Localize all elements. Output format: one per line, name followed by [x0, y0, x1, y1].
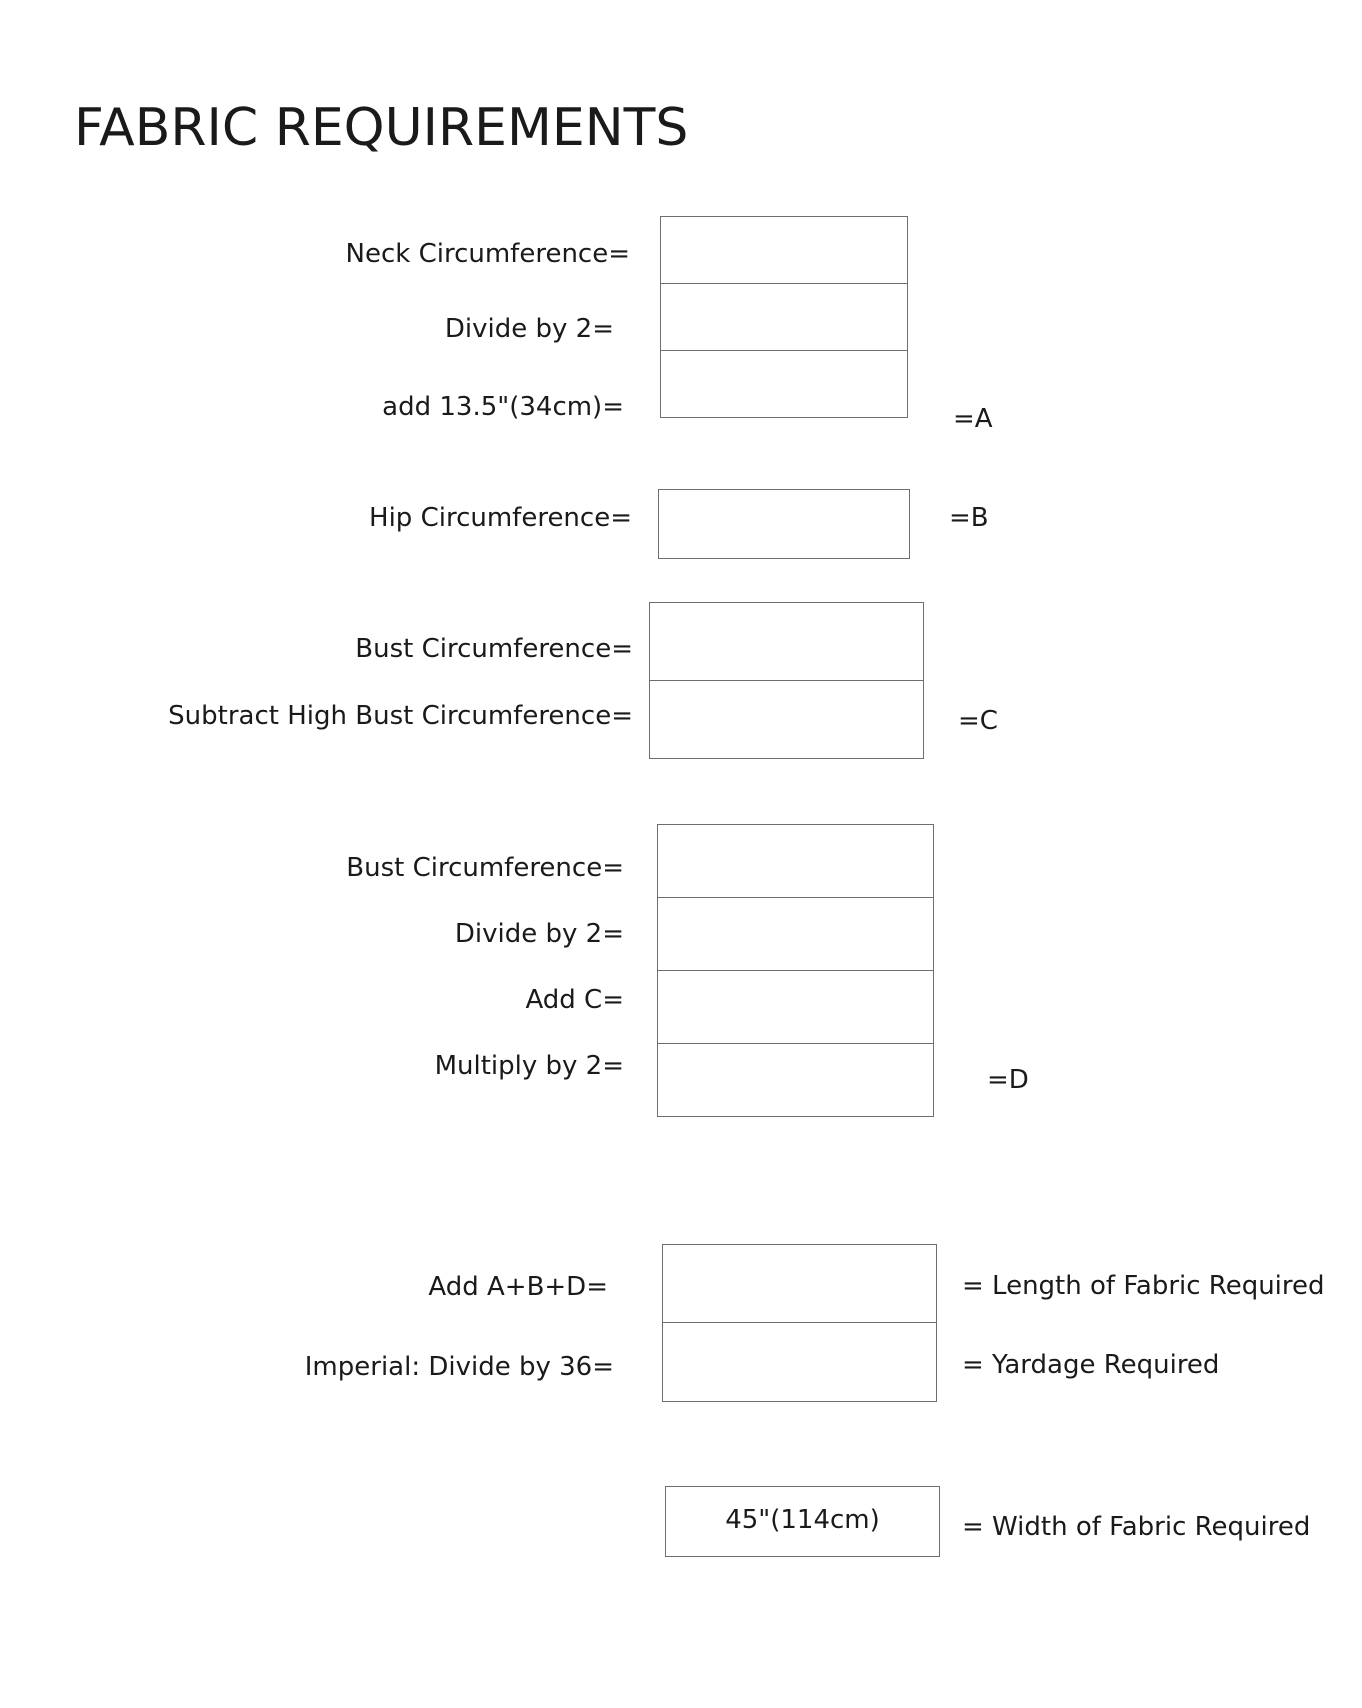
row-divider	[658, 970, 933, 971]
result-c-label: =C	[958, 706, 998, 736]
bust-circumference-label-d: Bust Circumference=	[346, 853, 624, 883]
result-b-label: =B	[949, 503, 989, 533]
hip-circumference-label: Hip Circumference=	[369, 503, 632, 533]
row-divider	[658, 897, 933, 898]
hip-circumference-input[interactable]	[658, 489, 910, 559]
divide-by-2-label-d: Divide by 2=	[454, 919, 624, 949]
length-required-label: = Length of Fabric Required	[962, 1271, 1325, 1301]
add-13-5-label: add 13.5"(34cm)=	[382, 392, 624, 422]
section-c-input-box[interactable]	[649, 602, 924, 759]
multiply-by-2-label: Multiply by 2=	[434, 1051, 624, 1081]
divide-by-2-label: Divide by 2=	[444, 314, 614, 344]
add-abd-label: Add A+B+D=	[428, 1272, 608, 1302]
fabric-width-box[interactable]	[665, 1486, 940, 1557]
row-divider	[658, 1043, 933, 1044]
section-a-input-box[interactable]	[660, 216, 908, 418]
neck-circumference-label: Neck Circumference=	[345, 239, 630, 269]
row-divider	[663, 1322, 936, 1323]
width-required-label: = Width of Fabric Required	[962, 1512, 1311, 1542]
yardage-required-label: = Yardage Required	[962, 1350, 1220, 1380]
fabric-width-value: 45"(114cm)	[725, 1504, 880, 1535]
result-d-label: =D	[987, 1065, 1029, 1095]
add-c-label: Add C=	[525, 985, 624, 1015]
subtract-high-bust-label: Subtract High Bust Circumference=	[168, 701, 633, 731]
result-a-label: =A	[953, 404, 993, 434]
page-title: FABRIC REQUIREMENTS	[74, 98, 689, 158]
row-divider	[661, 283, 907, 284]
bust-circumference-label: Bust Circumference=	[355, 634, 633, 664]
imperial-divide-label: Imperial: Divide by 36=	[304, 1352, 614, 1382]
section-d-input-box[interactable]	[657, 824, 934, 1117]
row-divider	[650, 680, 923, 681]
row-divider	[661, 350, 907, 351]
totals-input-box[interactable]	[662, 1244, 937, 1402]
